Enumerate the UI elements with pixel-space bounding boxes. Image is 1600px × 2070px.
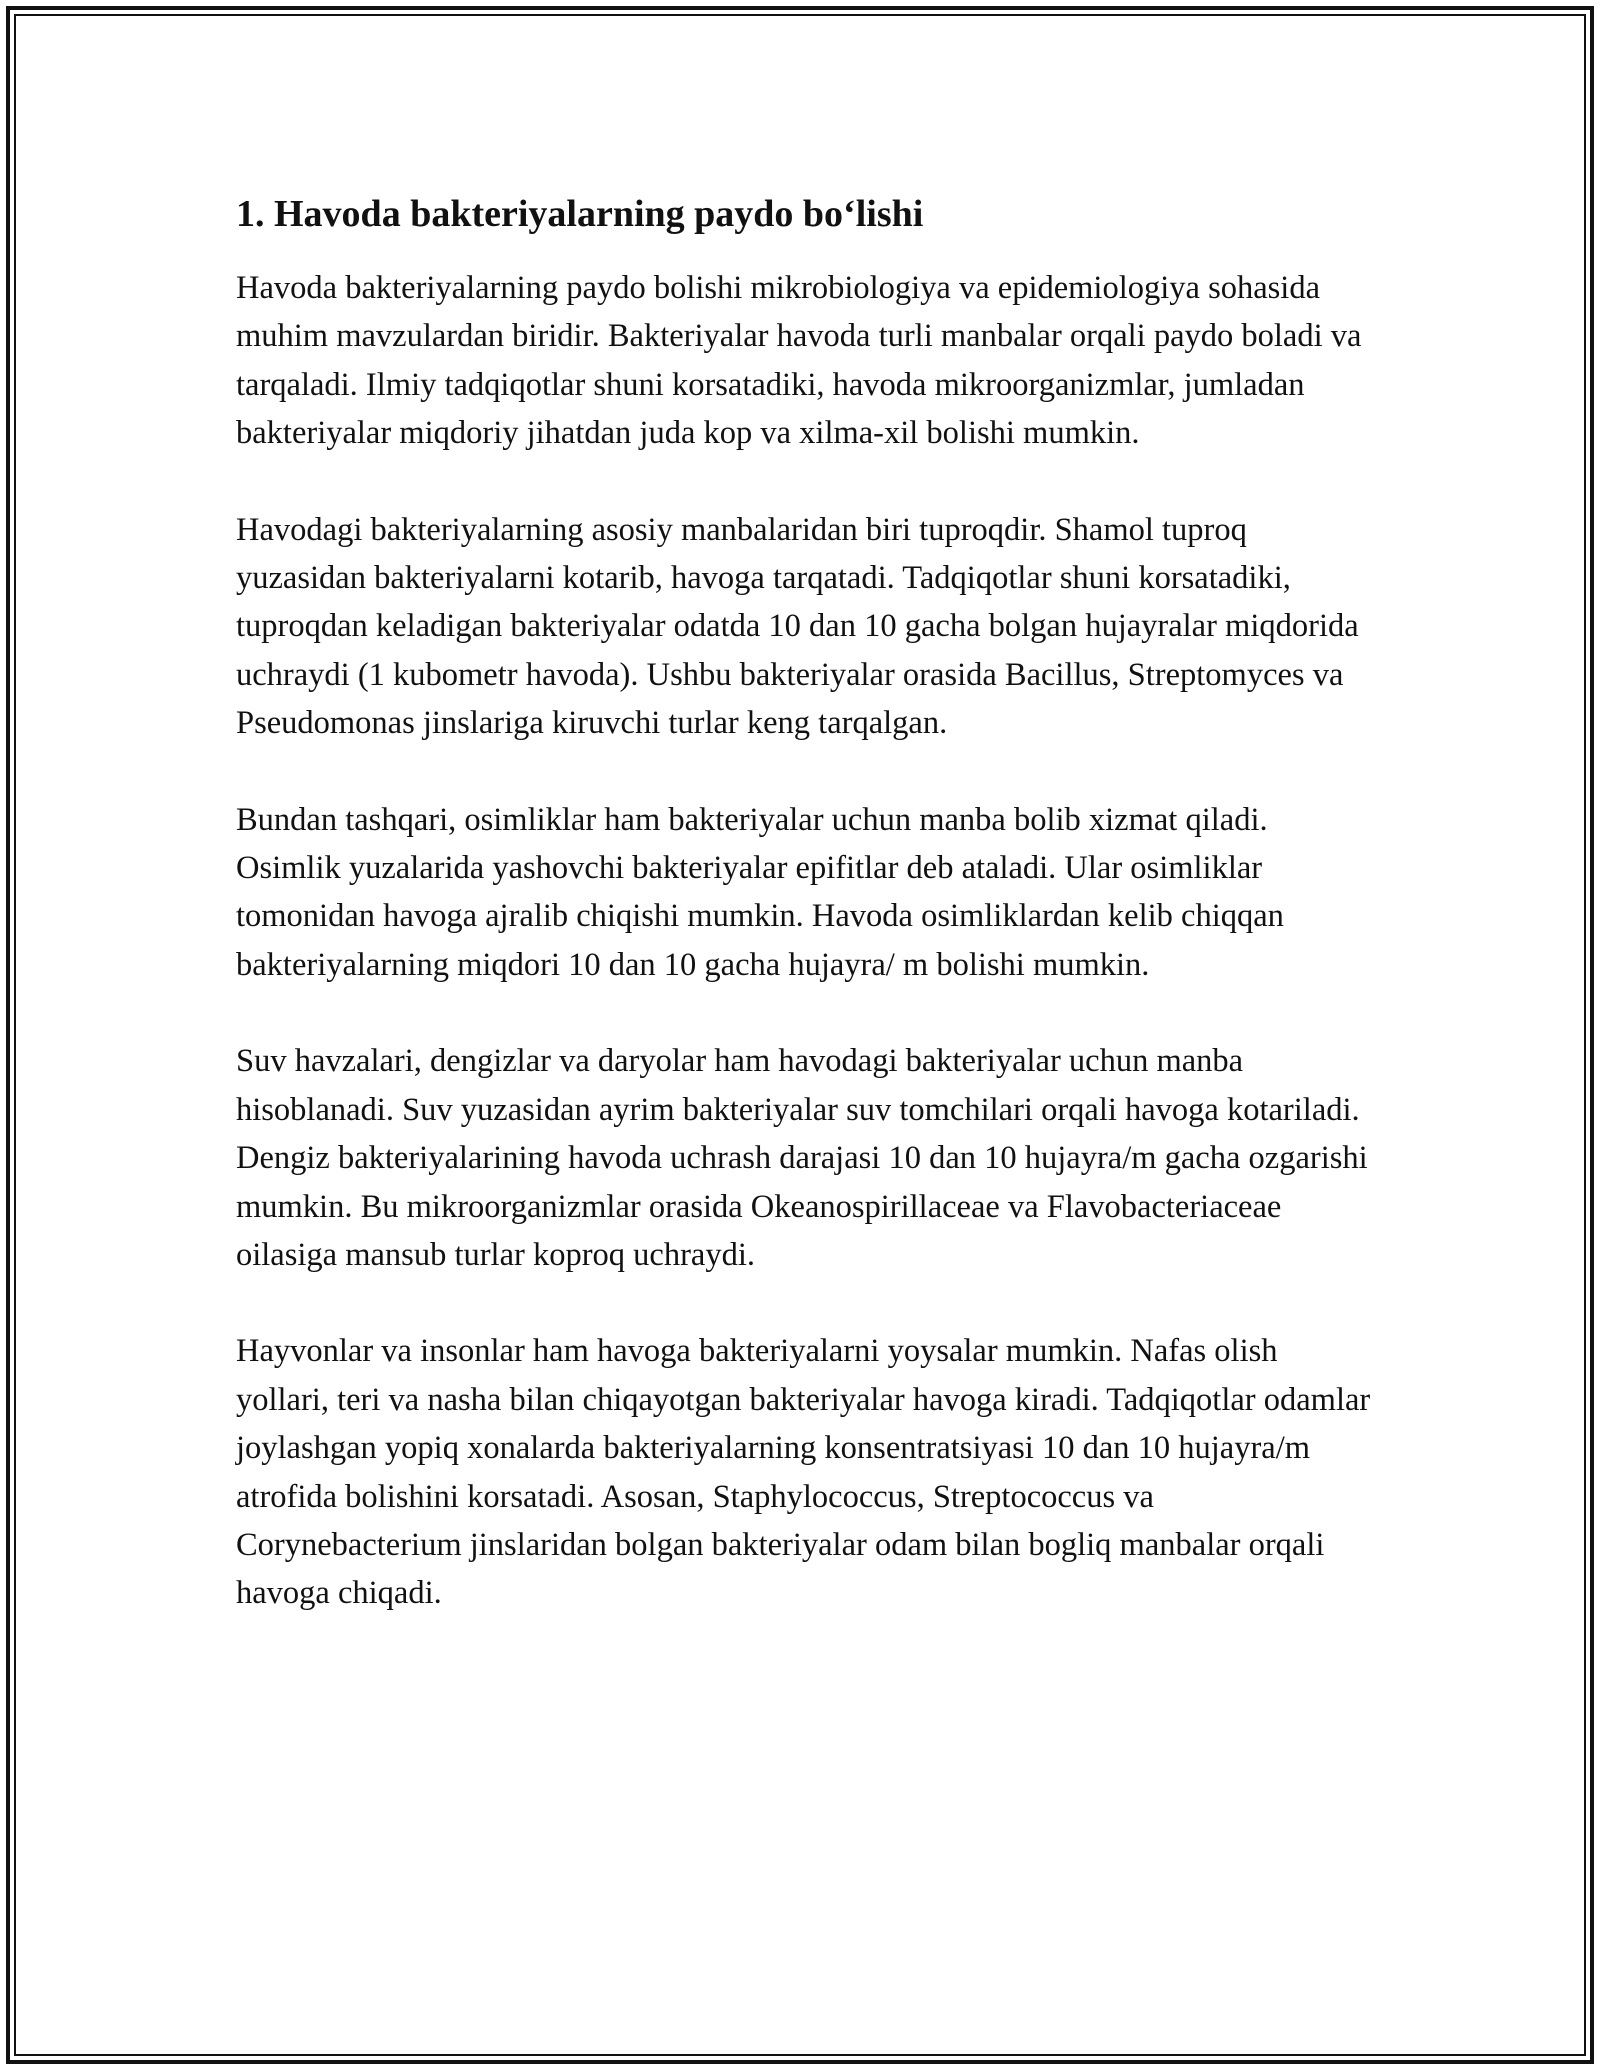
- section-heading: 1. Havoda bakteriyalarning paydo bo‘lishi: [236, 193, 924, 235]
- paragraph-1: Havoda bakteriyalarning paydo bolishi mikrobiologiya va epidemiologiya sohasida muhim mavzulardan biridir. Bakteriyalar havoda turli manbalar orqali paydo boladi va tarqaladi. Ilmiy tadqiqotlar shuni korsatadiki, havoda mikroorganizmlar, jumladan bakteriyalar miqdoriy jihatdan juda kop va xilma-xil bolishi mumkin.: [236, 270, 1362, 452]
- paragraph-3: Bundan tashqari, osimliklar ham bakteriyalar uchun manba bolib xizmat qiladi. Osimlik yuzalarida yashovchi bakteriyalar epifitlar deb ataladi. Ular osimliklar tomonidan havoga ajralib chiqishi mumkin. Havoda osimliklardan kelib chiqqan bakteriyalarning miqdori 10 dan 10 gacha hujayra/ m bolishi mumkin.: [236, 801, 1284, 983]
- document-body: [236, 186, 1376, 1666]
- paragraph-5: Hayvonlar va insonlar ham havoga bakteriyalarni yoysalar mumkin. Nafas olish yollari, teri va nasha bilan chiqayotgan bakteriyalar havoga kiradi. Tadqiqotlar odamlar joylashgan yopiq xonalarda bakteriyalarning konsentratsiyasi 10 dan 10 hujayra/m atrofida bolishini korsatadi. Asosan, Staphylococcus, Streptococcus va Corynebacterium jinslaridan bolgan bakteriyalar odam bilan bogliq manbalar orqali havoga chiqadi.: [236, 1333, 1371, 1612]
- paragraph-4: Suv havzalari, dengizlar va daryolar ham havodagi bakteriyalar uchun manba hisoblanadi. Suv yuzasidan ayrim bakteriyalar suv tomchilari orqali havoga kotariladi. Dengiz bakteriyalarining havoda uchrash darajasi 10 dan 10 hujayra/m gacha ozgarishi mumkin. Bu mikroorganizmlar orasida Okeanospirillaceae va Flavobacteriaceae oilasiga mansub turlar koproq uchraydi.: [236, 1043, 1368, 1273]
- paragraph-2: Havodagi bakteriyalarning asosiy manbalaridan biri tuproqdir. Shamol tuproq yuzasidan bakteriyalarni kotarib, havoga tarqatadi. Tadqiqotlar shuni korsatadiki, tuproqdan keladigan bakteriyalar odatda 10 dan 10 gacha bolgan hujayralar miqdorida uchraydi (1 kubometr havoda). Ushbu bakteriyalar orasida Bacillus, Streptomyces va Pseudomonas jinslariga kiruvchi turlar keng tarqalgan.: [236, 511, 1359, 742]
